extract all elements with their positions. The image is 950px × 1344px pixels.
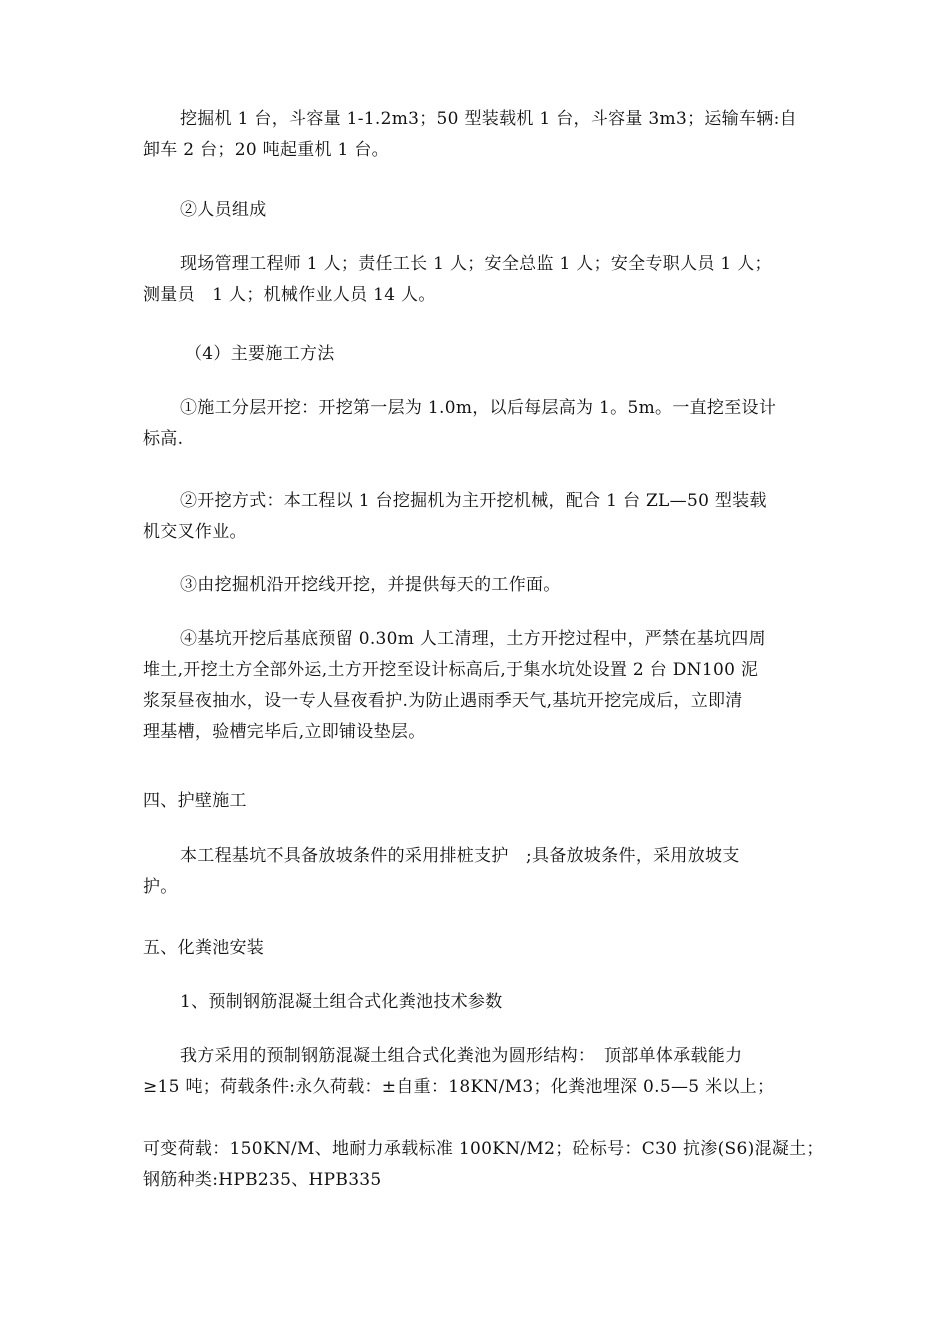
text-line: （4）主要施工方法 xyxy=(185,344,335,364)
text-line: 我方采用的预制钢筋混凝土组合式化粪池为圆形结构： 顶部单体承载能力 xyxy=(180,1046,743,1066)
paragraph-personnel xyxy=(143,249,813,311)
text-line: 护。 xyxy=(143,877,178,897)
subheading-personnel xyxy=(143,195,813,226)
text-line: 1、预制钢筋混凝土组合式化粪池技术参数 xyxy=(180,992,503,1012)
text-line: ①施工分层开挖：开挖第一层为 1.0m，以后每层高为 1。5m。一直挖至设计 xyxy=(180,398,777,418)
text-line: ≥15 吨；荷载条件:永久荷载：±自重：18KN/M3；化粪池埋深 0.5—5 米以上； xyxy=(143,1077,775,1097)
text-line: ②开挖方式：本工程以 1 台挖掘机为主开挖机械，配合 1 台 ZL—50 型装载 xyxy=(180,491,767,511)
paragraph-retaining-wall xyxy=(143,841,813,903)
section-heading-retaining-wall xyxy=(143,786,813,817)
text-line: 堆土,开挖土方全部外运,土方开挖至设计标高后,于集水坑处设置 2 台 DN100 泥 xyxy=(143,660,759,680)
text-line: 浆泵昼夜抽水，设一专人昼夜看护.为防止遇雨季天气,基坑开挖完成后，立即清 xyxy=(143,691,743,711)
text-line: 钢筋种类:HPB235、HPB335 xyxy=(143,1170,382,1190)
paragraph-excavator-line xyxy=(143,570,813,601)
text-line: 四、护壁施工 xyxy=(143,791,247,811)
paragraph-septic-tank-structure xyxy=(143,1041,813,1103)
subheading-septic-tank-params xyxy=(143,987,813,1018)
text-line: 理基槽，验槽完毕后,立即铺设垫层。 xyxy=(143,722,426,742)
text-line: ②人员组成 xyxy=(180,200,267,220)
subheading-construction-methods xyxy=(143,339,813,370)
text-line: 可变荷载：150KN/M、地耐力承载标准 100KN/M2；砼标号：C30 抗渗(S6)混凝土； xyxy=(143,1139,824,1159)
section-heading-septic-tank xyxy=(143,933,813,964)
paragraph-equipment-list xyxy=(143,104,813,166)
paragraph-pit-cleanup xyxy=(143,624,813,748)
paragraph-layered-excavation xyxy=(143,393,813,455)
paragraph-septic-tank-loads xyxy=(143,1134,824,1196)
text-line: 本工程基坑不具备放坡条件的采用排桩支护 ;具备放坡条件，采用放坡支 xyxy=(180,846,740,866)
text-line: ③由挖掘机沿开挖线开挖，并提供每天的工作面。 xyxy=(180,575,561,595)
text-line: 标高. xyxy=(143,429,184,449)
text-line: 机交叉作业。 xyxy=(143,522,247,542)
text-line: 现场管理工程师 1 人；责任工长 1 人；安全总监 1 人；安全专职人员 1 人； xyxy=(180,254,772,274)
text-line: ④基坑开挖后基底预留 0.30m 人工清理，土方开挖过程中，严禁在基坑四周 xyxy=(180,629,766,649)
text-line: 测量员 1 人；机械作业人员 14 人。 xyxy=(143,285,436,305)
text-line: 挖掘机 1 台，斗容量 1-1.2m3；50 型装载机 1 台，斗容量 3m3；运输车辆:自 xyxy=(180,109,797,129)
paragraph-excavation-method xyxy=(143,486,813,548)
text-line: 卸车 2 台；20 吨起重机 1 台。 xyxy=(143,140,389,160)
text-line: 五、化粪池安装 xyxy=(143,938,265,958)
